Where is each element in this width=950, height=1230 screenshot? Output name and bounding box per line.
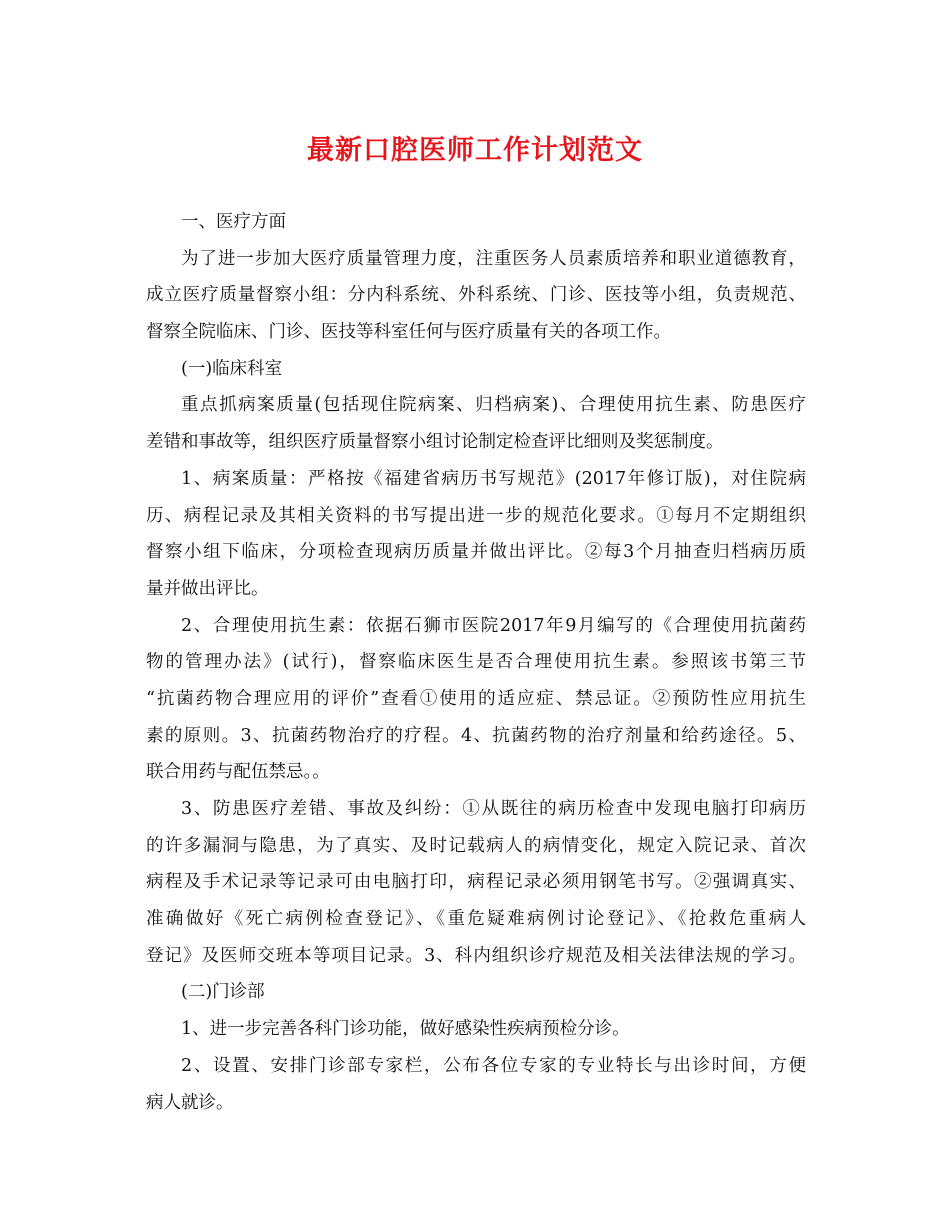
text-line: 1、病案质量：严格按《福建省病历书写规范》(2017年修订版)，对住院病 [181, 468, 806, 489]
text-line: 素的原则。3、抗菌药物治疗的疗程。4、抗菌药物的治疗剂量和给药途径。5、 [146, 725, 806, 746]
text-line: 重点抓病案质量(包括现住院病案、归档病案)、合理使用抗生素、防患医疗 [181, 395, 806, 416]
text-line: 病人就诊。 [146, 1092, 234, 1113]
text-line: 督察全院临床、门诊、医技等科室任何与医疗质量有关的各项工作。 [146, 322, 671, 343]
document-title: 最新口腔医师工作计划范文 [307, 135, 643, 166]
text-line: 2、合理使用抗生素：依据石狮市医院2017年9月编写的《合理使用抗菌药 [181, 615, 806, 636]
text-line: 2、设置、安排门诊部专家栏，公布各位专家的专业特长与出诊时间，方便 [181, 1055, 806, 1076]
text-line: 物的管理办法》(试行)，督察临床医生是否合理使用抗生素。参照该书第三节 [146, 652, 806, 673]
text-line: 历、病程记录及其相关资料的书写提出进一步的规范化要求。①每月不定期组织 [146, 505, 806, 526]
text-line: (二)门诊部 [181, 982, 265, 1003]
text-line: 成立医疗质量督察小组：分内科系统、外科系统、门诊、医技等小组，负责规范、 [146, 285, 806, 306]
text-line: 3、防患医疗差错、事故及纠纷：①从既往的病历检查中发现电脑打印病历 [181, 799, 806, 819]
text-line: 为了进一步加大医疗质量管理力度，注重医务人员素质培养和职业道德教育， [181, 248, 806, 269]
text-line: 病程及手术记录等记录可由电脑打印，病程记录必须用钢笔书写。②强调真实、 [146, 872, 806, 893]
text-line: 准确做好《死亡病例检查登记》、《重危疑难病例讨论登记》、《抢救危重病人 [146, 909, 806, 930]
text-line: 的许多漏洞与隐患，为了真实、及时记载病人的病情变化，规定入院记录、首次 [146, 835, 806, 856]
text-line: 登记》及医师交班本等项目记录。3、科内组织诊疗规范及相关法律法规的学习。 [146, 945, 806, 966]
text-line: “抗菌药物合理应用的评价”查看①使用的适应症、禁忌证。②预防性应用抗生 [146, 688, 806, 709]
text-line: 差错和事故等，组织医疗质量督察小组讨论制定检查评比细则及奖惩制度。 [146, 432, 724, 453]
text-line: 督察小组下临床，分项检查现病历质量并做出评比。②每3个月抽查归档病历质 [146, 542, 806, 563]
text-line: 量并做出评比。 [146, 578, 269, 599]
document-body [146, 204, 806, 1121]
text-line: 一、医疗方面 [181, 212, 286, 232]
text-line: (一)临床科室 [181, 358, 283, 379]
text-line: 1、进一步完善各科门诊功能，做好感染性疾病预检分诊。 [181, 1019, 630, 1040]
text-line: 联合用药与配伍禁忌。。 [146, 762, 330, 783]
